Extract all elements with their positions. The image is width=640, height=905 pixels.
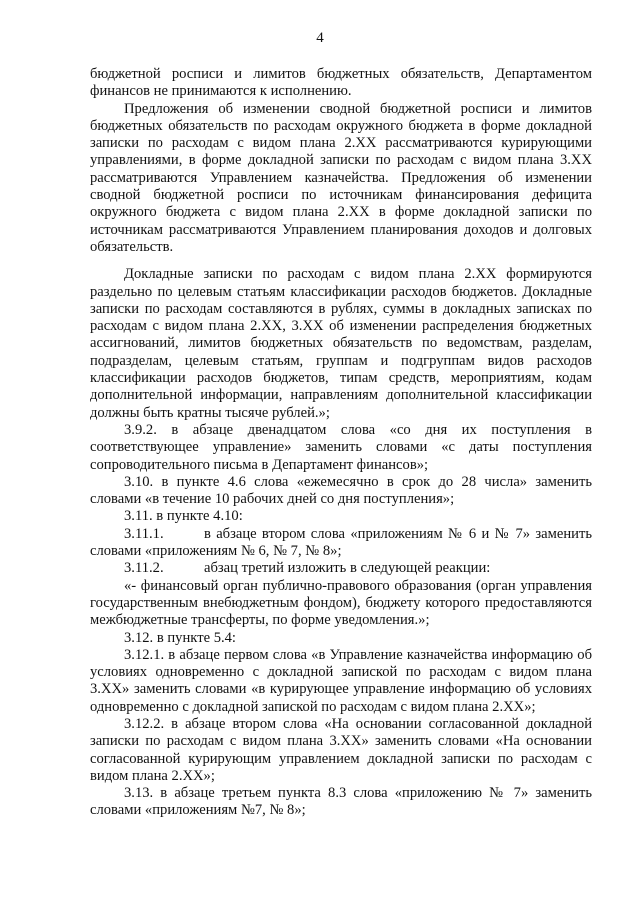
paragraph-3-11-1 <box>90 526 592 561</box>
paragraph-3-11: 3.11. в пункте 4.10: <box>124 508 243 525</box>
paragraph-3-10: 3.10. в пункте 4.6 слова «ежемесячно в срок до 28 числа» заменить словами «в течение 10 рабочих дней со дня поступления»; <box>90 473 592 508</box>
document-body <box>90 66 592 820</box>
paragraph-2: Предложения об изменении сводной бюджетной росписи и лимитов бюджетных обязательств по расходам окружного бюджета в форме докладной записки по расходам с видом плана 2.ХХ рассматриваются курирующими управлениями, в форме докладной записки по расходам с видом плана 3.ХХ рассматриваются Управлением казначейства. Предложения об изменении сводной бюджетной росписи по источникам финансирования дефицита окружного бюджета с видом плана 2.ХХ в форме докладной записки по источникам рассматриваются Управлением планирования доходов и долговых обязательств. <box>90 100 592 255</box>
paragraph-3-11-2-number: 3.11.2. <box>124 560 164 577</box>
paragraph-3-11-1-text: в абзаце втором слова «приложениям № 6 и № 7» заменить словами «приложениям № 6, № 7, № 8»; <box>90 525 592 560</box>
paragraph-3-12: 3.12. в пункте 5.4: <box>124 629 236 646</box>
paragraph-1: бюджетной росписи и лимитов бюджетных обязательств, Департаментом финансов не принимаются к исполнению. <box>90 66 592 100</box>
paragraph-3-11-2 <box>90 560 592 577</box>
paragraph-3-9-2: 3.9.2. в абзаце двенадцатом слова «со дня их поступления в соответствующее управление» заменить словами «с даты поступления сопроводительного письма в Департамент финансов»; <box>90 421 592 473</box>
paragraph-quote: «- финансовый орган публично-правового образования (орган управления государственным внебюджетным фондом), бюджету которого предоставляются межбюджетные трансферты, по форме уведомления.»; <box>90 577 592 629</box>
paragraph-3-12-2: 3.12.2. в абзаце втором слова «На основании согласованной докладной записки по расходам с видом плана 3.ХХ» заменить словами «На основании согласованной курирующим управлением докладной записки по расходам с видом плана 2.ХХ»; <box>90 715 592 784</box>
paragraph-3-11-2-text: абзац третий изложить в следующей реакции: <box>204 560 491 577</box>
paragraph-3-12-1: 3.12.1. в абзаце первом слова «в Управление казначейства информацию об условиях одновременно с докладной запиской по расходам с видом плана 3.ХХ» заменить словами «в курирующее управление информацию об условиях одновременно с докладной запиской по расходам с видом плана 2.ХХ»; <box>90 646 592 715</box>
paragraph-3-11-1-number: 3.11.1. <box>124 525 164 542</box>
paragraph-3: Докладные записки по расходам с видом плана 2.ХХ формируются раздельно по целевым статьям классификации расходов бюджетов. Докладные записки по расходам составляются в рублях, суммы в докладных записках по расходам с видом плана 2.ХХ, 3.ХХ об изменении распределения бюджетных ассигнований, лимитов бюджетных обязательств по ведомствам, разделам, подразделам, целевым статьям, группам и подгруппам видов расходов классификации расходов бюджетов, типам средств, мероприятиям, кодам дополнительной информации, направлениям дополнительной классификации должны быть кратны тысяче рублей.»; <box>90 266 592 421</box>
page-number: 4 <box>316 30 324 46</box>
paragraph-3-13: 3.13. в абзаце третьем пункта 8.3 слова «приложению № 7» заменить словами «приложениям №7, № 8»; <box>90 785 592 819</box>
